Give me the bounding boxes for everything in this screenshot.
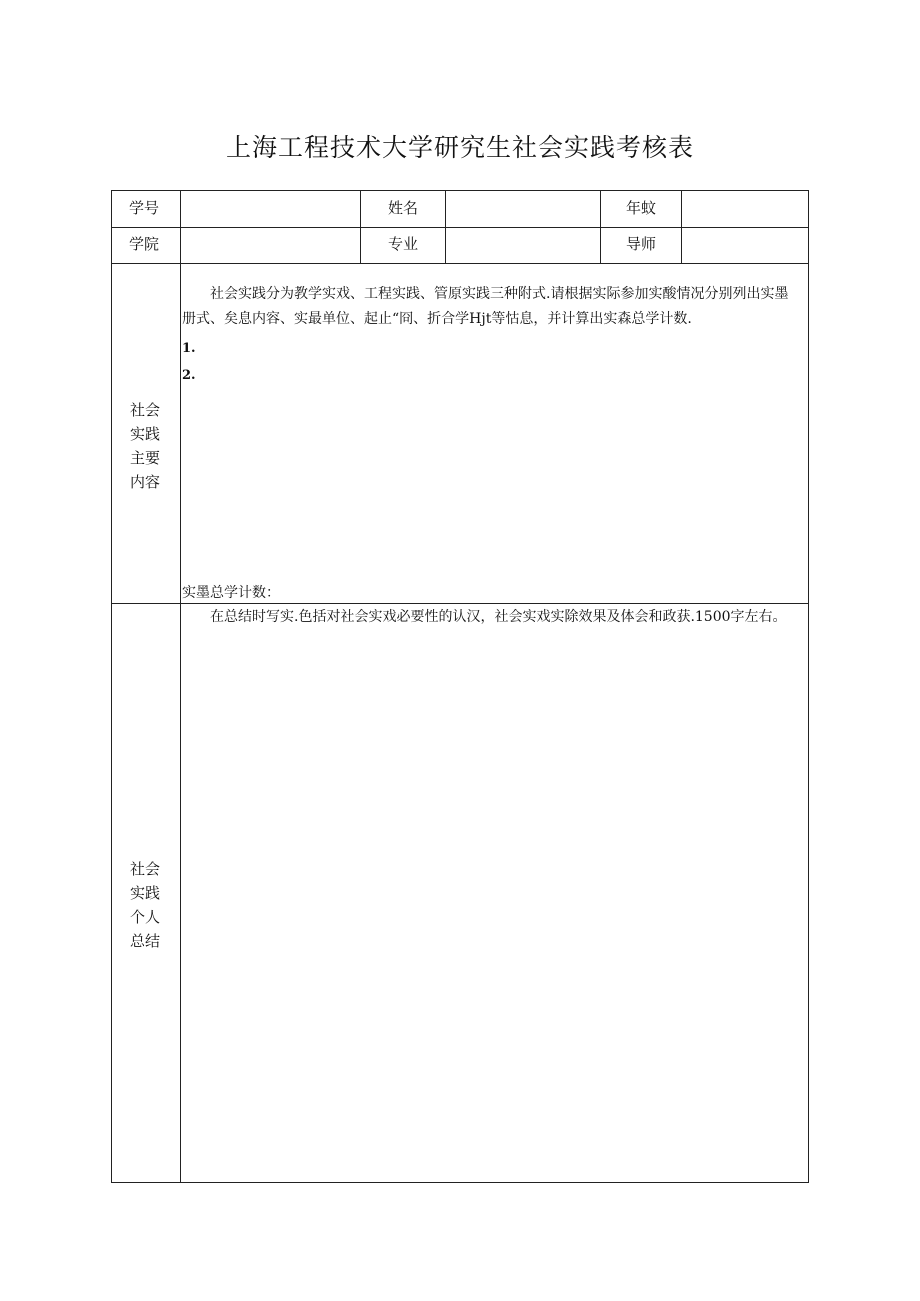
content-section-label: 社会实践主要内容 (130, 401, 161, 491)
advisor-field[interactable] (682, 228, 808, 263)
row-divider-2 (112, 263, 808, 264)
summary-section-label: 社会实践个人总结 (130, 860, 161, 950)
advisor-label: 导师 (626, 235, 657, 253)
summary-instruction: 在总结时写实.色括对社会实戏必要性的认汉，社会实戏实除效果及体会和政获.1500字左右。 (210, 609, 787, 625)
name-label: 姓名 (388, 199, 419, 217)
row-divider-3 (112, 603, 808, 604)
name-field[interactable] (446, 191, 600, 227)
summary-entry-area[interactable] (181, 661, 808, 1181)
grade-field[interactable] (682, 191, 808, 227)
document-title: 上海工程技术大学研究生社会实践考核表 (225, 133, 694, 162)
major-field[interactable] (446, 228, 600, 263)
grade-label: 年蚊 (626, 199, 657, 217)
college-field[interactable] (181, 228, 360, 263)
content-entry-area[interactable] (181, 391, 808, 571)
content-instruction: 社会实践分为教学实戏、工程实践、管原实践三种附式.请根据实际参加实酸情况分别列出实墨册式、矣息内容、实最单位、起止“冏、折合学Hjt等怙息，并计算出实森总学计数. (182, 286, 789, 327)
assessment-form (111, 190, 809, 1183)
college-label: 学院 (129, 235, 160, 253)
content-item-1: 1. (182, 341, 196, 356)
column-divider-4 (600, 191, 601, 263)
column-divider-2 (360, 191, 361, 263)
student-id-field[interactable] (181, 191, 360, 227)
content-item-2: 2. (182, 368, 196, 383)
total-credit-label: 实墨总学计数： (182, 585, 280, 601)
student-id-label: 学号 (129, 199, 160, 217)
major-label: 专业 (388, 235, 419, 253)
